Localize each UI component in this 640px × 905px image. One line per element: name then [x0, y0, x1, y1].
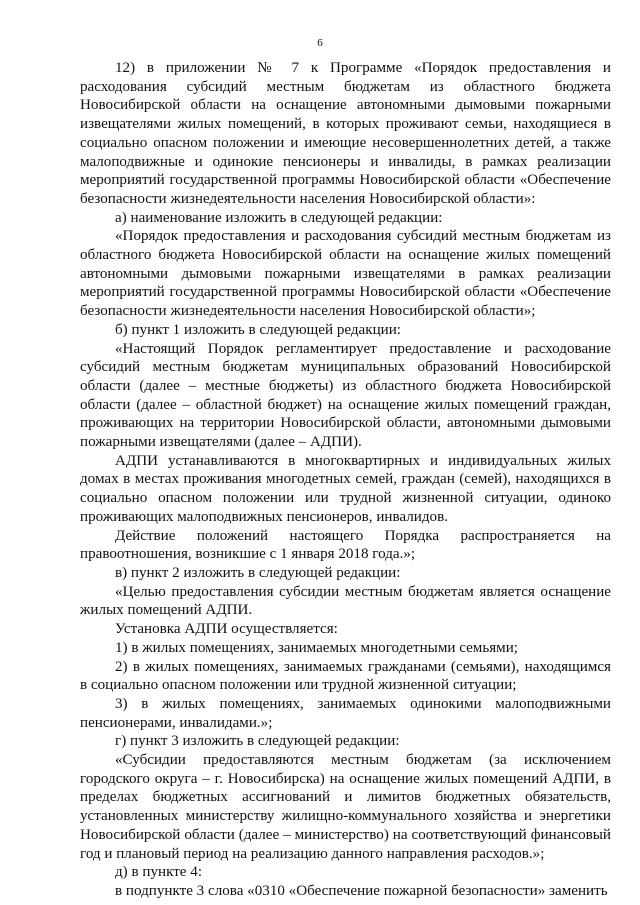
paragraph-point-3-text: «Субсидии предоставляются местным бюджетам (за исключением городского округа – г. Новосибирска) на оснащение жилых помещений АДПИ, в пределах бюджетных ассигнований и лимитов бюджетных обязательств, установленных министерству жилищно-коммунального хозяйства и энергетики Новосибирской области (далее – министерство) на соответствующий финансовый год и плановый период на реализацию данного направления расходов.»;: [80, 752, 611, 862]
paragraph-adpi-installation: АДПИ устанавливаются в многоквартирных и индивидуальных жилых домах в местах проживания многодетных семей, граждан (семей), находящихся в социально опасном положении или трудной жизненной ситуации, одиноко проживающих малоподвижных пенсионеров, инвалидов.: [80, 452, 611, 525]
paragraph-subitem-d: д) в пункте 4:: [115, 864, 203, 881]
paragraph-effective-date: Действие положений настоящего Порядка распространяется на правоотношения, возникшие с 1 января 2018 года.»;: [80, 527, 611, 563]
paragraph-item-12: 12) в приложении № 7 к Программе «Порядок предоставления и расходования субсидий местным бюджетам из областного бюджета Новосибирской области на оснащение автономными дымовыми пожарными извещателями жилых помещений, в которых проживают семьи, находящиеся в социально опасном положении и имеющие несовершеннолетних детей, а также малоподвижные и одинокие пенсионеры и инвалиды, в рамках реализации мероприятий государственной программы Новосибирской области «Обеспечение безопасности жизнедеятельности населения Новосибирской области»:: [80, 60, 611, 207]
page-number: 6: [317, 37, 323, 49]
document-body: [80, 59, 611, 901]
paragraph-subitem-b: б) пункт 1 изложить в следующей редакции:: [115, 321, 401, 338]
list-item-2: 2) в жилых помещениях, занимаемых гражданами (семьями), находящимся в социально опасном положении или трудной жизненной ситуации;: [80, 658, 611, 694]
paragraph-new-title: «Порядок предоставления и расходования субсидий местным бюджетам из областного бюджета Новосибирской области на оснащение жилых помещений автономными дымовыми пожарными извещателями в рамках реализации мероприятий государственной программы Новосибирской области «Обеспечение безопасности жизнедеятельности населения Новосибирской области»;: [80, 228, 611, 320]
paragraph-point-1-text: «Настоящий Порядок регламентирует предоставление и расходование субсидий местным бюджетам муниципальных образований Новосибирской области (далее – местные бюджеты) из областного бюджета Новосибирской области (далее – областной бюджет) на оснащение жилых помещений граждан, проживающих на территории Новосибирской области, автономными дымовыми пожарными извещателями (далее – АДПИ).: [80, 340, 611, 451]
list-item-3: 3) в жилых помещениях, занимаемых одинокими малоподвижными пенсионерами, инвалидами.»;: [80, 695, 611, 731]
paragraph-subitem-g: г) пункт 3 изложить в следующей редакции:: [115, 733, 400, 750]
paragraph-subitem-a: а) наименование изложить в следующей редакции:: [115, 209, 443, 226]
paragraph-subitem-v: в) пункт 2 изложить в следующей редакции:: [115, 564, 401, 581]
paragraph-subpoint-3: в подпункте 3 слова «0310 «Обеспечение пожарной безопасности» заменить: [115, 882, 608, 899]
paragraph-point-2-purpose: «Целью предоставления субсидии местным бюджетам является оснащение жилых помещений АДПИ.: [80, 583, 611, 619]
list-item-1: 1) в жилых помещениях, занимаемых многодетными семьями;: [115, 639, 519, 656]
paragraph-installation-intro: Установка АДПИ осуществляется:: [115, 621, 338, 638]
